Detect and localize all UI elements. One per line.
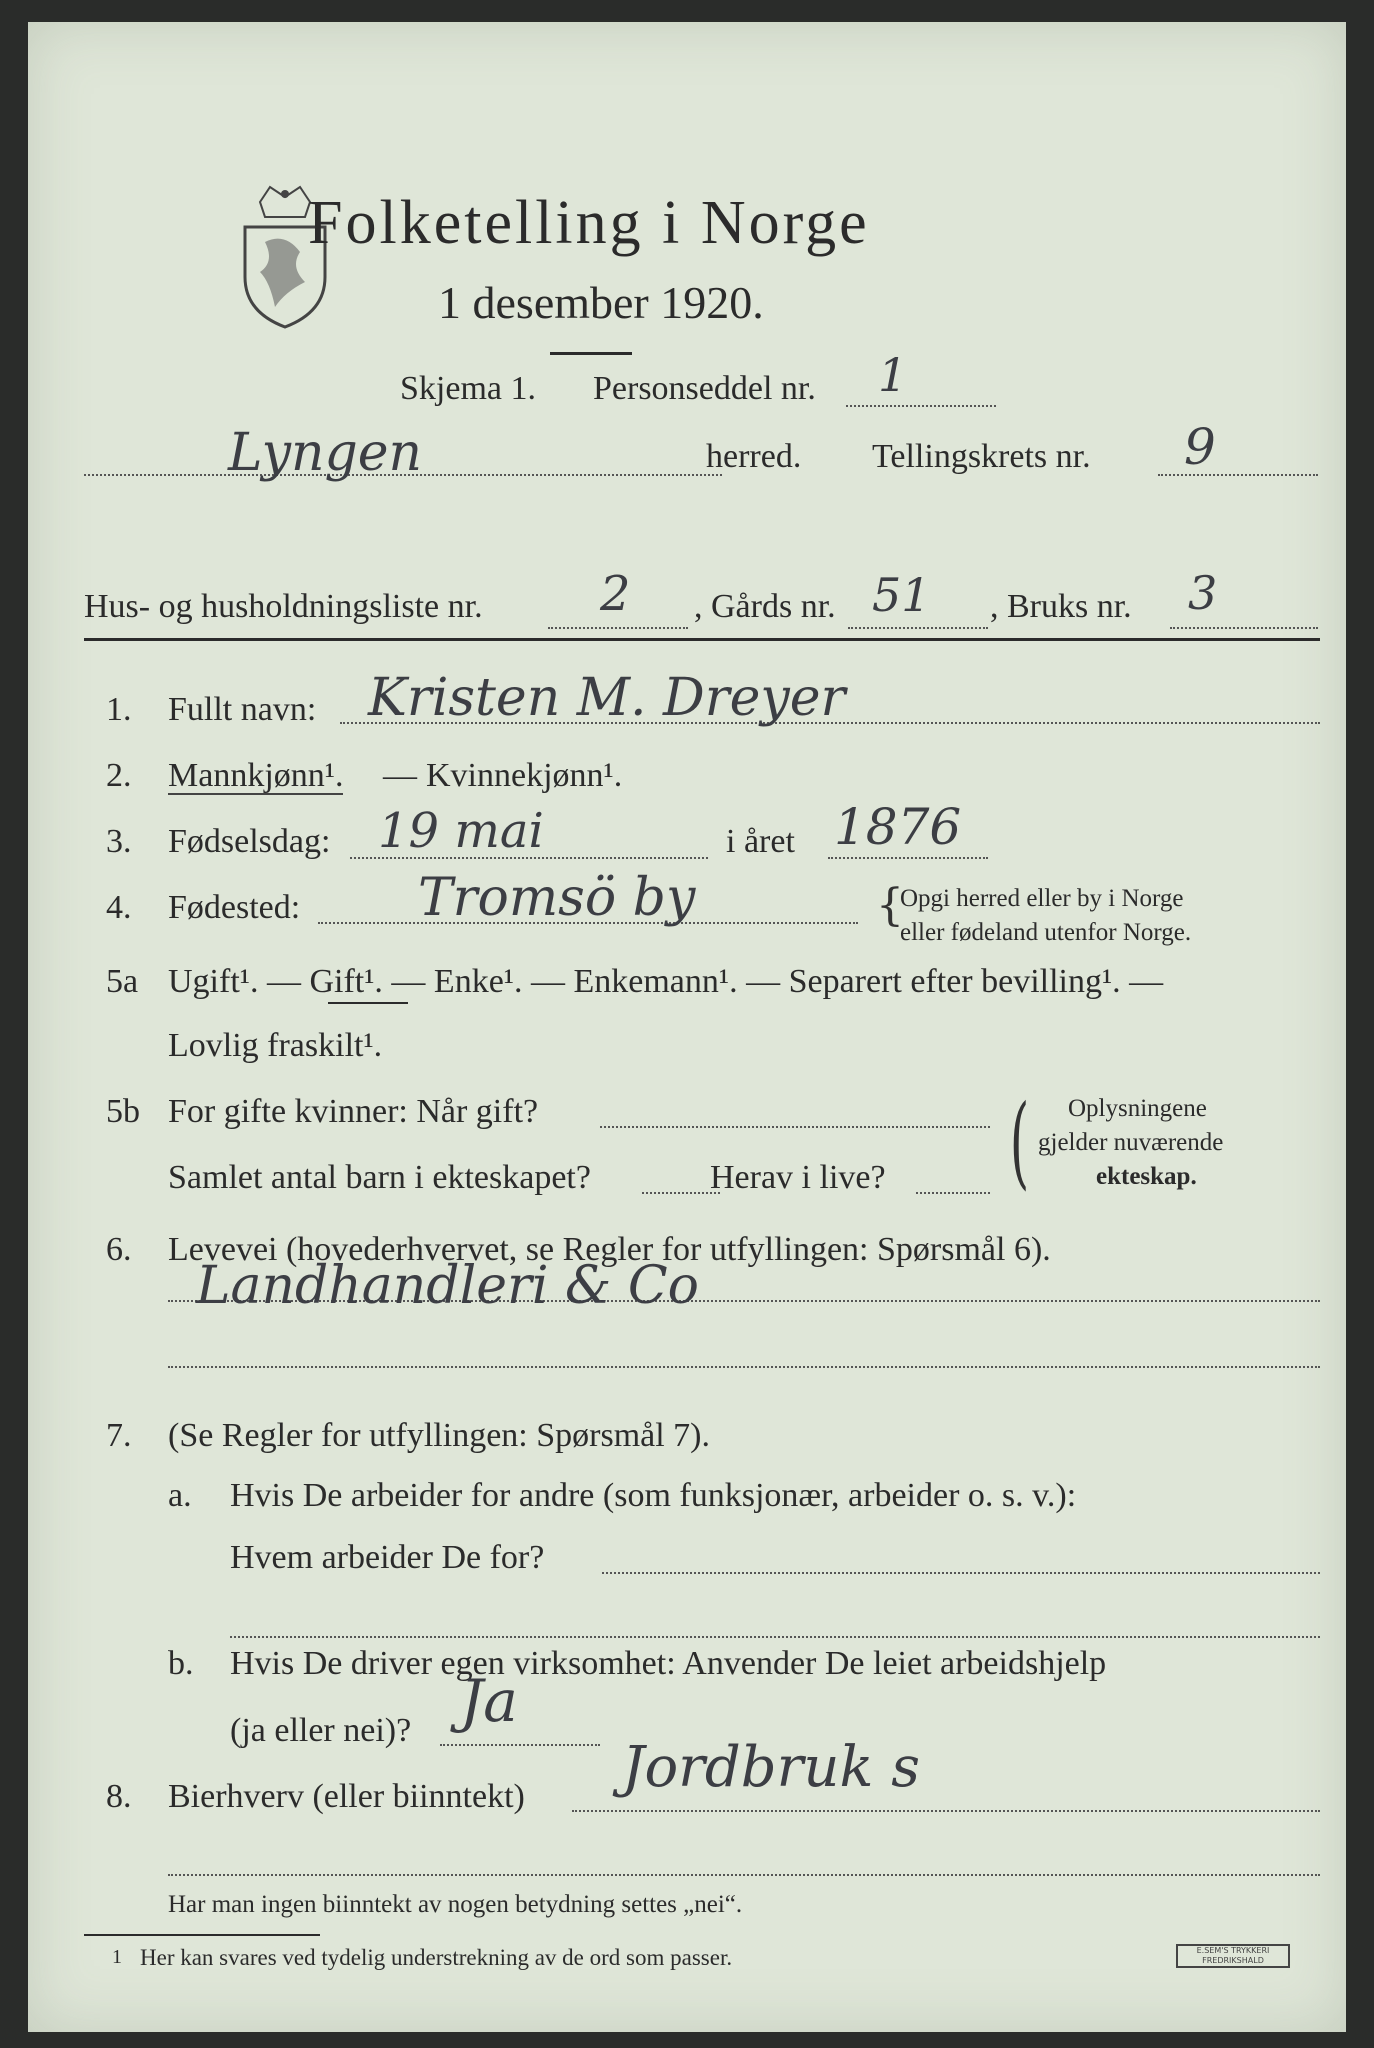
q2-separator: — bbox=[383, 757, 417, 794]
q4-value: Tromsö by bbox=[418, 868, 696, 928]
personseddel-line bbox=[846, 405, 996, 407]
q5b-note-line3: ekteskap. bbox=[1096, 1163, 1197, 1190]
q3-year-line bbox=[828, 857, 988, 859]
q7-label: (Se Regler for utfyllingen: Spørsmål 7). bbox=[168, 1417, 711, 1454]
q2-female-option: Kvinnekjønn¹. bbox=[426, 757, 623, 794]
q5a-options-line2: Lovlig fraskilt¹. bbox=[168, 1027, 383, 1064]
herred-label: herred. bbox=[706, 438, 802, 475]
q3-year-value: 1876 bbox=[834, 798, 962, 856]
tellingskrets-line bbox=[1158, 474, 1318, 476]
gards-line bbox=[848, 627, 988, 629]
q7b-line2: (ja eller nei)? bbox=[230, 1712, 412, 1749]
q5a-options: Ugift¹. — Gift¹. — Enke¹. — Enkemann¹. — Separert efter bevilling¹. — bbox=[168, 963, 1164, 1000]
printer-stamp-line1: E.SEM'S TRYKKERI bbox=[1196, 1946, 1270, 1955]
q1-value: Kristen M. Dreyer bbox=[368, 668, 846, 728]
husliste-line bbox=[548, 627, 688, 629]
q6-label: Levevei (hovederhvervet, se Regler for utfyllingen: Spørsmål 6). bbox=[168, 1231, 1051, 1268]
q6-value: Landhandleri & Co bbox=[196, 1256, 699, 1316]
census-date: 1 desember 1920. bbox=[438, 277, 764, 328]
q3-label: Fødselsdag: bbox=[168, 823, 331, 860]
q5b-note-brace: ( bbox=[1009, 1083, 1030, 1200]
q4-note-line2: eller fødeland utenfor Norge. bbox=[900, 919, 1192, 946]
q7a-line-2 bbox=[230, 1636, 1320, 1638]
bruks-label: , Bruks nr. bbox=[990, 588, 1132, 625]
q8-label: Bierhverv (eller biinntekt) bbox=[168, 1778, 525, 1815]
q3-year-label: i året bbox=[726, 823, 795, 860]
q8-line-1 bbox=[572, 1810, 1320, 1812]
footnote-text: Her kan svares ved tydelig understrekning av de ord som passer. bbox=[140, 1945, 733, 1970]
tellingskrets-value: 9 bbox=[1184, 418, 1216, 476]
q1-number: 1. bbox=[106, 691, 132, 728]
q5a-number: 5a bbox=[106, 963, 139, 1000]
form-number-label: Skjema 1. bbox=[400, 370, 536, 407]
q5b-note-line2: gjelder nuværende bbox=[1038, 1129, 1224, 1156]
printer-stamp-line2: FREDRIKSHALD bbox=[1202, 1956, 1264, 1965]
q4-note-brace: { bbox=[876, 880, 904, 931]
q3-day-value: 19 mai bbox=[378, 803, 544, 859]
personseddel-label: Personseddel nr. bbox=[593, 370, 816, 407]
q5b-number: 5b bbox=[106, 1093, 140, 1130]
q7-number: 7. bbox=[106, 1417, 132, 1454]
footnote-rule bbox=[84, 1934, 320, 1936]
q7b-number: b. bbox=[168, 1645, 194, 1682]
q5b-when-married-line bbox=[600, 1126, 990, 1128]
husliste-label: Hus- og husholdningsliste nr. bbox=[84, 588, 483, 625]
printer-stamp bbox=[1176, 1944, 1290, 1968]
census-form bbox=[28, 22, 1346, 2032]
title-divider bbox=[550, 352, 632, 355]
q6-line-2 bbox=[168, 1366, 1320, 1368]
q2-male-option: Mannkjønn¹. bbox=[168, 757, 344, 794]
q5b-alive-label: Herav i live? bbox=[710, 1159, 886, 1196]
footer-note: Har man ingen biinntekt av nogen betydning settes „nei“. bbox=[168, 1891, 743, 1918]
form-title: Folketelling i Norge bbox=[308, 189, 870, 257]
gards-value: 51 bbox=[872, 568, 931, 622]
bruks-value: 3 bbox=[1188, 566, 1218, 620]
q7b-line1: Hvis De driver egen virksomhet: Anvender De leiet arbeidshjelp bbox=[230, 1645, 1107, 1682]
q8-value: Jordbruk s bbox=[622, 1735, 920, 1800]
gards-label: , Gårds nr. bbox=[694, 588, 836, 625]
q7b-value: Ja bbox=[460, 1667, 518, 1735]
q3-number: 3. bbox=[106, 823, 132, 860]
q8-line-2 bbox=[168, 1874, 1320, 1876]
header-rule bbox=[84, 638, 1320, 641]
q7a-line1: Hvis De arbeider for andre (som funksjonær, arbeider o. s. v.): bbox=[230, 1477, 1077, 1514]
q5b-children-line bbox=[642, 1192, 720, 1194]
q7a-number: a. bbox=[168, 1477, 192, 1514]
q5b-note-line1: Oplysningene bbox=[1068, 1095, 1207, 1122]
footnote-number: 1 bbox=[112, 1946, 122, 1968]
q7b-line bbox=[440, 1744, 600, 1746]
q8-number: 8. bbox=[106, 1778, 132, 1815]
q5b-when-married-label: For gifte kvinner: Når gift? bbox=[168, 1093, 539, 1130]
q7a-line2: Hvem arbeider De for? bbox=[230, 1539, 545, 1576]
q6-number: 6. bbox=[106, 1231, 132, 1268]
q5b-alive-line bbox=[916, 1192, 990, 1194]
q1-label: Fullt navn: bbox=[168, 691, 317, 728]
q4-note-line1: Opgi herred eller by i Norge bbox=[900, 885, 1184, 912]
tellingskrets-label: Tellingskrets nr. bbox=[872, 438, 1091, 475]
herred-value: Lyngen bbox=[228, 423, 423, 483]
q2-number: 2. bbox=[106, 757, 132, 794]
q4-label: Fødested: bbox=[168, 889, 301, 926]
q5a-gift-underline bbox=[328, 1002, 408, 1004]
q7a-line-1 bbox=[602, 1572, 1320, 1574]
husliste-value: 2 bbox=[600, 566, 631, 622]
q5b-children-label: Samlet antal barn i ekteskapet? bbox=[168, 1159, 591, 1196]
q4-number: 4. bbox=[106, 889, 132, 926]
personseddel-value: 1 bbox=[878, 348, 908, 402]
bruks-line bbox=[1170, 627, 1318, 629]
